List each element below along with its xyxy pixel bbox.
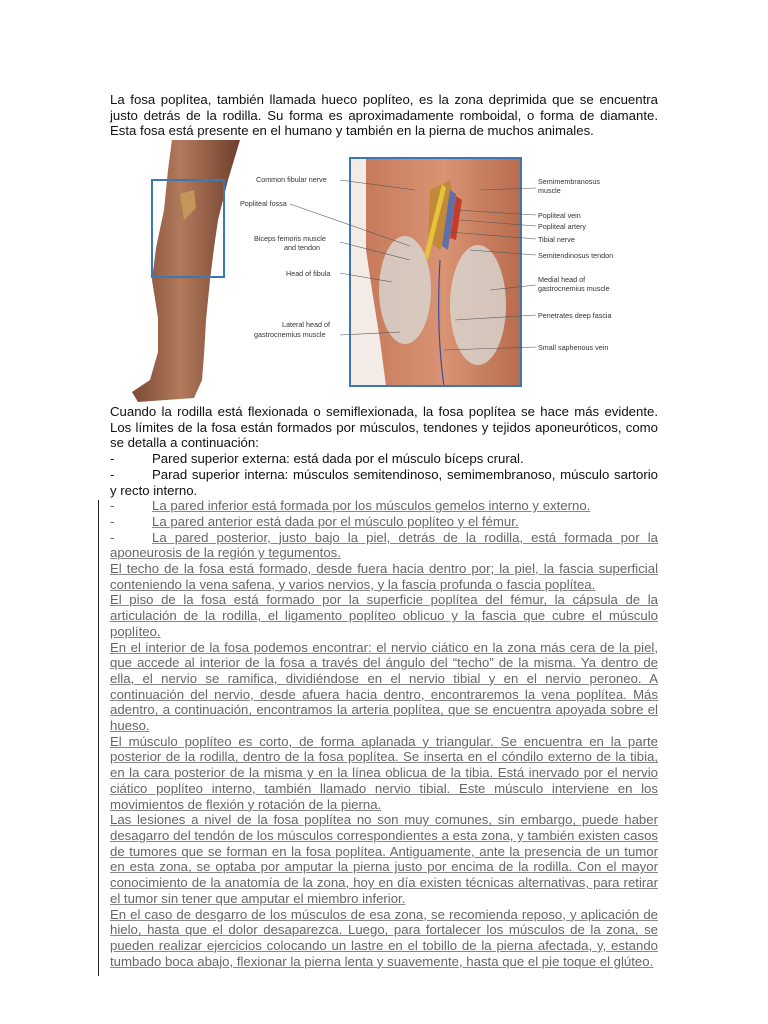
label-popliteal-vein: Popliteal vein: [538, 211, 581, 220]
label-penetrates-deep-fascia: Penetrates deep fascia: [538, 311, 612, 320]
label-semimembranosus-2: muscle: [538, 186, 561, 195]
popliteus-paragraph: El músculo poplíteo es corto, de forma aplanada y triangular. Se encuentra en la parte posterior de la rodilla, dentro de la fosa poplítea. Se inserta en el cóndilo externo de la tibia, en la cara posterior de la misma y en la línea oblicua de la tibia. Está inervado por el nervio ciático poplíteo interno, también llamado nervio tibial. Este músculo interviene en los movimientos de flexión y rotación de la pierna.: [110, 733, 658, 812]
label-semimembranosus-1: Semimembranosus: [538, 177, 600, 186]
list-item: - La pared inferior está formada por los músculos gemelos interno y externo.: [110, 498, 591, 514]
body-text: [110, 404, 658, 969]
label-popliteal-fossa: Popliteal fossa: [240, 199, 287, 208]
roof-paragraph: El techo de la fosa está formado, desde fuera hacia dentro por; la piel, la fascia superficial conteniendo la vena safena, y varios nervios, y la fascia profunda o fascia poplítea.: [110, 561, 658, 592]
list-item: - La pared anterior está dada por el músculo poplíteo y el fémur.: [110, 513, 519, 529]
intro-paragraph: La fosa poplítea, también llamada hueco poplíteo, es la zona deprimida que se encuentra justo detrás de la rodilla. Su forma es aproximadamente romboidal, o forma de diamante. Esta fosa está presente en el humano y también en la pierna de muchos animales.: [110, 92, 658, 139]
label-medial-head-2: gastrocnemius muscle: [538, 284, 610, 293]
label-biceps-femoris-1: Biceps femoris muscle: [254, 234, 326, 243]
interior-paragraph: En el interior de la fosa podemos encontrar: el nervio ciático en la zona más cera de la piel, que accede al interior de la fosa a través del ángulo del “techo” de la misma. Ya dentro de ella, el nervio se ramifica, dividiéndose en el nervio tibial y en el nervio peroneo. A continuación del nervio, desde afuera hacia dentro, encontraremos la vena poplítea. Más adentro, a continuación, encontramos la arteria poplítea, que se encuentra apoyada sobre el hueso.: [110, 639, 658, 734]
label-small-saphenous-vein: Small saphenous vein: [538, 343, 609, 352]
list-item: - Pared superior externa: está dada por el músculo bíceps crural.: [110, 451, 524, 467]
popliteal-fossa-figure: [110, 140, 658, 402]
tear-paragraph: En el caso de desgarro de los músculos de esa zona, se recomienda reposo, y aplicación de hielo, hasta que el dolor desaparezca. Luego, para fortalecer los músculos de la zona, se pueden realizar ejercicios colocando un lastre en el tobillo de la pierna afectada, y, estando tumbado boca abajo, flexionar la pierna lenta y suavemente, hasta que el pie toque el glúteo.: [110, 906, 658, 969]
label-medial-head-1: Medial head of: [538, 275, 586, 284]
label-popliteal-artery: Popliteal artery: [538, 222, 586, 231]
list-item: - La pared posterior, justo bajo la piel, detrás de la rodilla, está formada por la aponeurosis de la región y tegumentos.: [110, 529, 658, 561]
leg-illustration: [132, 140, 240, 402]
injuries-paragraph: Las lesiones a nivel de la fosa poplítea no son muy comunes, sin embargo, puede haber desagarro del tendón de los músculos correspondientes a esta zona, y también existen casos de tumores que se forman en la fosa poplítea. Antiguamente, ante la presencia de un tumor en esta zona, se optaba por amputar la pierna justo por encima de la rodilla. Con el mayor conocimiento de la anatomía de la zona, hoy en día existen técnicas alternativas, para retirar el tumor sin tener que amputar el miembro inferior.: [110, 812, 658, 906]
limits-paragraph: Cuando la rodilla está flexionada o semiflexionada, la fosa poplítea se hace más evidente. Los límites de la fosa están formados por músculos, tendones y tejidos aponeuróticos, como se detalla a continuación:: [110, 404, 658, 451]
label-lateral-head-2: gastrocnemius muscle: [254, 330, 326, 339]
label-tibial-nerve: Tibial nerve: [538, 235, 575, 244]
change-bar: [98, 500, 99, 976]
label-common-fibular-nerve: Common fibular nerve: [256, 175, 327, 184]
label-semitendinosus-tendon: Semitendinosus tendon: [538, 251, 614, 260]
floor-paragraph: El piso de la fosa está formado por la superficie poplítea del fémur, la cápsula de la articulación de la rodilla, el ligamento poplíteo oblicuo y la fascia que cubre el músculo poplíteo.: [110, 592, 658, 639]
zoomed-anatomy: [350, 158, 521, 386]
label-head-of-fibula: Head of fibula: [286, 269, 331, 278]
label-biceps-femoris-2: and tendon: [284, 243, 320, 252]
label-lateral-head-1: Lateral head of: [282, 320, 330, 329]
list-item: - Parad superior interna: músculos semitendinoso, semimembranoso, músculo sartorio y recto interno.: [110, 466, 658, 498]
